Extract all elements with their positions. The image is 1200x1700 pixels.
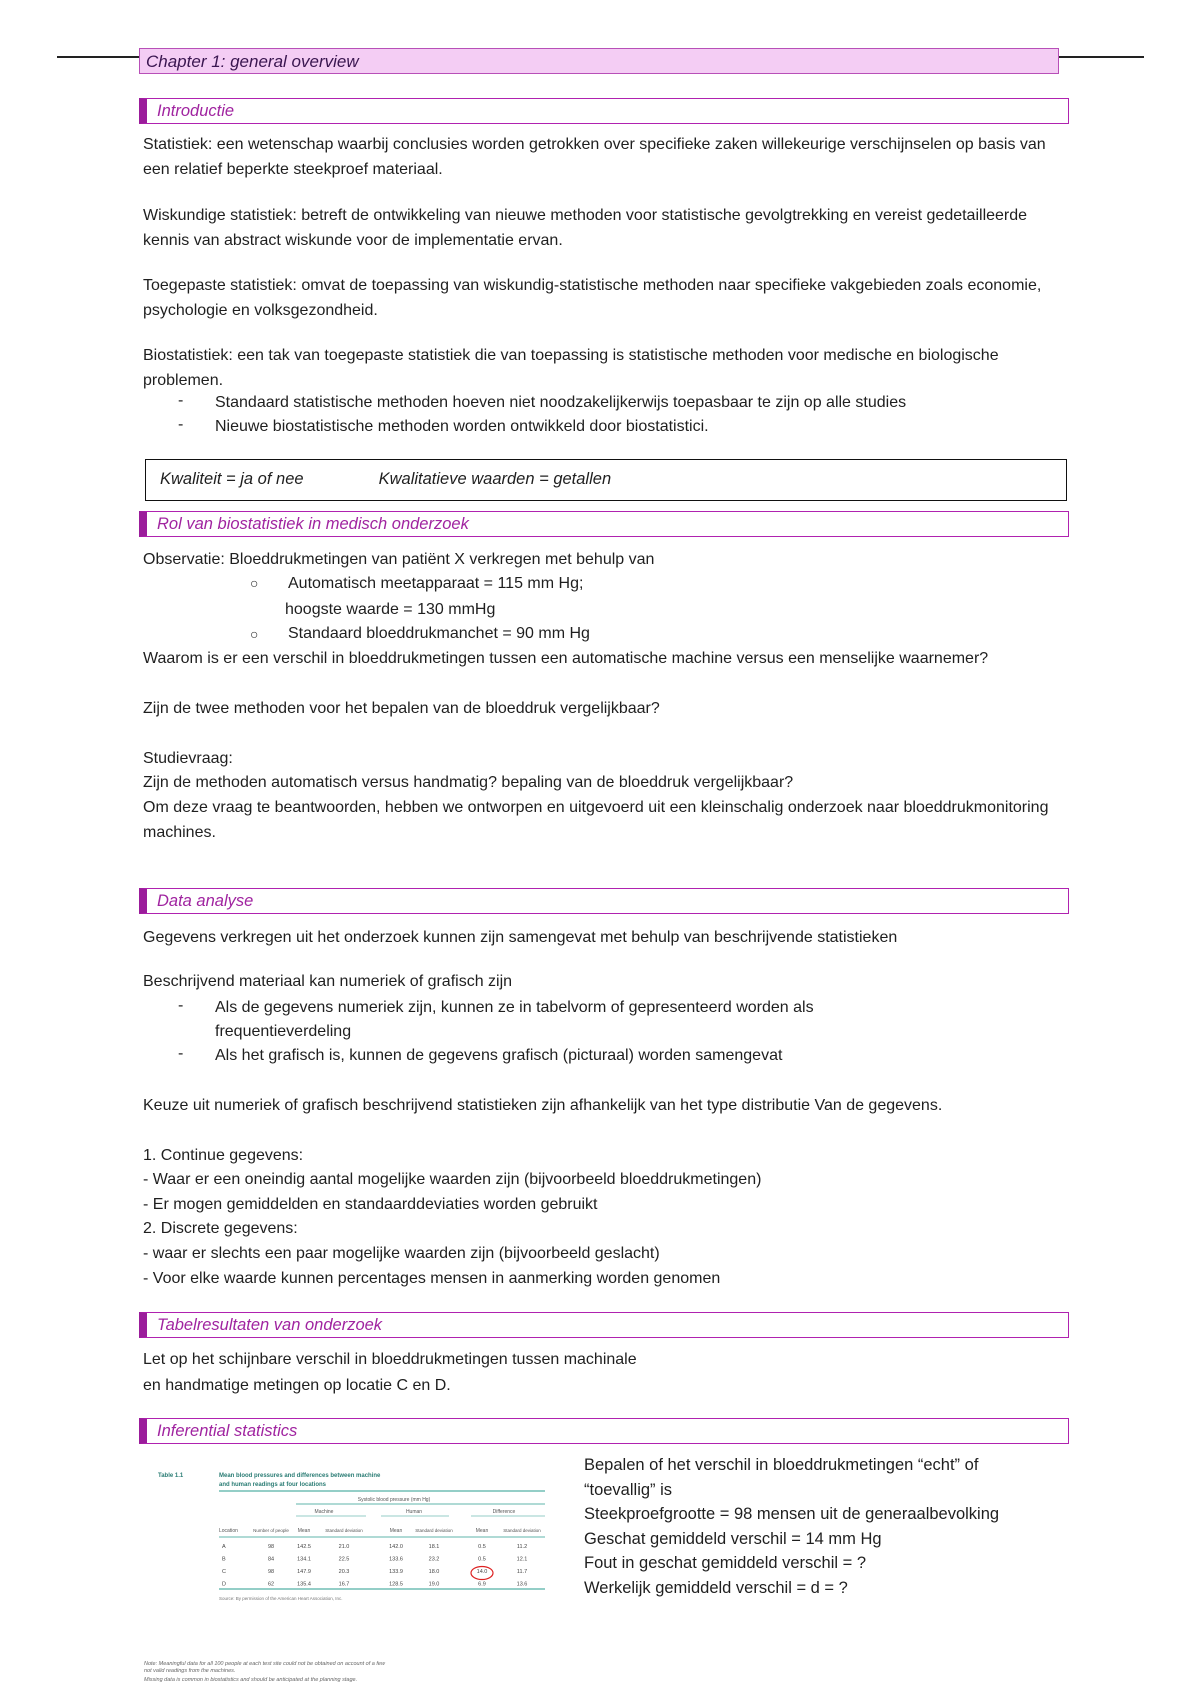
bullet-dash: - xyxy=(178,997,184,1014)
table-source: Source: By permission of the American Heart Association, Inc. xyxy=(219,1596,343,1601)
table-cell-ds: 11.2 xyxy=(516,1544,528,1550)
table-header-mean: Mean xyxy=(297,1528,311,1534)
table-group-difference: Difference xyxy=(492,1509,516,1515)
table-cell-ds: 13.6 xyxy=(516,1581,528,1588)
inferential-werkelijk: Werkelijk gemiddeld verschil = d = ? xyxy=(584,1579,848,1597)
table-cell-hs: 23.2 xyxy=(428,1556,440,1563)
intro-paragraph-statistiek: Statistiek: een wetenschap waarbij conclusies worden getrokken over specifieke zaken willekeurige verschijnselen op basis van een relatief beperkte steekproef materiaal. xyxy=(143,136,1046,178)
table-title-2: and human readings at four locations xyxy=(219,1482,327,1488)
inferential-steekproefgrootte: Steekproefgrootte = 98 mensen uit de generaalbevolking xyxy=(584,1505,1000,1523)
studievraag-2: Om deze vraag te beantwoorden, hebben we ontworpen en uitgevoerd uit een kleinschalig onderzoek naar bloeddrukmonitoring machines. xyxy=(143,799,1049,841)
table-cell-mm: 134.1 xyxy=(297,1556,311,1563)
kwaliteit-text: Kwaliteit = ja of nee xyxy=(160,470,304,488)
intro-bullet-2: Nieuwe biostatistische methoden worden ontwikkeld door biostatistici. xyxy=(215,418,709,435)
table-cell-ms: 21.0 xyxy=(338,1544,350,1550)
data-bullet-1: Als de gegevens numeriek zijn, kunnen ze in tabelvorm of gepresenteerd worden als frequentieverdeling xyxy=(215,999,814,1040)
inferential-fout: Fout in geschat gemiddeld verschil = ? xyxy=(584,1554,867,1572)
table-cell-loc: D xyxy=(222,1581,226,1588)
studievraag-label: Studievraag: xyxy=(143,750,233,767)
table-header-sd: Standard deviation xyxy=(503,1528,541,1533)
table-cell-hm: 133.9 xyxy=(389,1569,403,1575)
section-introductie: Introductie xyxy=(139,98,1069,124)
tabel-line-2: en handmatige metingen op locatie C en D. xyxy=(143,1377,451,1394)
table-cell-hs: 19.0 xyxy=(428,1581,440,1588)
table-cell-hm: 142.0 xyxy=(389,1544,403,1550)
kwalitatieve-text: Kwalitatieve waarden = getallen xyxy=(378,470,612,488)
inferential-geschat-verschil: Geschat gemiddeld verschil = 14 mm Hg xyxy=(584,1530,882,1548)
observatie-hoogste-waarde: hoogste waarde = 130 mmHg xyxy=(285,601,496,618)
bullet-dash: - xyxy=(178,1045,184,1062)
table-cell-dm: 0.5 xyxy=(478,1556,486,1563)
table-cell-hm: 128.5 xyxy=(389,1581,403,1588)
section-rol-biostatistiek: Rol van biostatistiek in medisch onderzoek xyxy=(139,511,1069,537)
table-cell-mm: 142.5 xyxy=(297,1544,311,1550)
section-data-analyse: Data analyse xyxy=(139,888,1069,914)
data-paragraph-3: Keuze uit numeriek of grafisch beschrijvend statistieken zijn afhankelijk van het type distributie Van de gegevens. xyxy=(143,1097,943,1114)
table-title-1: Mean blood pressures and differences between machine xyxy=(219,1473,381,1479)
bullet-dash: - xyxy=(178,416,184,433)
table-cell-loc: A xyxy=(222,1544,226,1550)
data-list-2: - Waar er een oneindig aantal mogelijke waarden zijn (bijvoorbeeld bloeddrukmetingen) xyxy=(143,1171,762,1188)
header-rule-right xyxy=(1059,56,1144,58)
table-group-human: Human xyxy=(405,1509,423,1515)
data-list-3: - Er mogen gemiddelden en standaarddeviaties worden gebruikt xyxy=(143,1196,598,1213)
table-cell-mm: 147.9 xyxy=(297,1569,311,1575)
section-inferential-statistics: Inferential statistics xyxy=(139,1418,1069,1444)
bullet-dash: - xyxy=(178,392,184,409)
circle-bullet: ○ xyxy=(250,626,259,642)
intro-bullet-1: Standaard statistische methoden hoeven niet noodzakelijkerwijs toepasbaar te zijn op alle studies xyxy=(215,394,907,411)
studievraag-1: Zijn de methoden automatisch versus handmatig? bepaling van de bloeddruk vergelijkbaar? xyxy=(143,774,794,791)
data-list-4: 2. Discrete gegevens: xyxy=(143,1220,298,1237)
kwaliteit-box xyxy=(145,459,1067,501)
table-cell-ds: 11.7 xyxy=(516,1569,528,1575)
table-1-1-figure xyxy=(144,1462,556,1687)
table-cell-n: 98 xyxy=(267,1544,275,1550)
table-cell-ds: 12.1 xyxy=(516,1556,528,1563)
section-tabelresultaten: Tabelresultaten van onderzoek xyxy=(139,1312,1069,1338)
vraag-verschil: Waarom is er een verschil in bloeddrukmetingen tussen een automatische machine versus een menselijke waarnemer? xyxy=(143,650,989,667)
data-bullet-2: Als het grafisch is, kunnen de gegevens grafisch (picturaal) worden samengevat xyxy=(215,1047,783,1064)
vraag-vergelijkbaar: Zijn de twee methoden voor het bepalen van de bloeddruk vergelijkbaar? xyxy=(143,700,660,717)
table-cell-n: 62 xyxy=(267,1581,275,1588)
data-list-1: 1. Continue gegevens: xyxy=(143,1147,304,1164)
table-cell-hs: 18.1 xyxy=(428,1544,440,1550)
observatie-standaard: Standaard bloeddrukmanchet = 90 mm Hg xyxy=(288,625,590,642)
table-cell-ms: 16.7 xyxy=(338,1581,350,1588)
table-body xyxy=(222,1544,527,1588)
data-list-6: - Voor elke waarde kunnen percentages mensen in aanmerking worden genomen xyxy=(143,1270,721,1287)
table-cell-loc: C xyxy=(222,1569,226,1575)
table-header-mean: Mean xyxy=(475,1528,489,1534)
table-cell-loc: B xyxy=(222,1556,226,1563)
table-note-1: Note: Meaningful data for all 100 people at each test site could not be obtained on account of a few xyxy=(144,1661,385,1667)
table-header-location: Location xyxy=(219,1528,238,1534)
table-header-sd: Standard deviation xyxy=(325,1528,363,1533)
table-note-2: not valid readings from the machines. xyxy=(144,1668,236,1674)
intro-paragraph-wiskundige: Wiskundige statistiek: betreft de ontwikkeling van nieuwe methoden voor statistische gevolgtrekking en vereist gedetailleerde kennis van abstract wiskunde voor de implementatie ervan. xyxy=(143,207,1028,249)
table-note-3: Missing data is common in biostatistics and should be anticipated at the planning stage. xyxy=(144,1677,358,1683)
table-cell-ms: 20.3 xyxy=(338,1569,350,1575)
table-label: Table 1.1 xyxy=(158,1473,184,1479)
table-cell-dm: 0.5 xyxy=(478,1544,486,1550)
observatie-line: Observatie: Bloeddrukmetingen van patiënt X verkregen met behulp van xyxy=(143,551,655,568)
table-cell-n: 98 xyxy=(267,1569,275,1575)
table-group-machine: Machine xyxy=(314,1509,334,1515)
data-paragraph-2: Beschrijvend materiaal kan numeriek of grafisch zijn xyxy=(143,973,513,990)
table-header-number: Number of people xyxy=(253,1528,289,1533)
chapter-title: Chapter 1: general overview xyxy=(139,48,1059,74)
inferential-paragraph-1: Bepalen of het verschil in bloeddrukmetingen “echt” of “toevallig” is xyxy=(584,1456,979,1499)
observatie-automatisch: Automatisch meetapparaat = 115 mm Hg; xyxy=(288,575,584,592)
table-cell-hs: 18.0 xyxy=(428,1569,440,1575)
data-paragraph-1: Gegevens verkregen uit het onderzoek kunnen zijn samengevat met behulp van beschrijvende statistieken xyxy=(143,929,898,946)
table-cell-ms: 22.5 xyxy=(338,1556,350,1563)
intro-paragraph-biostatistiek: Biostatistiek: een tak van toegepaste statistiek die van toepassing is statistische methoden voor medische en biologische problemen. xyxy=(143,347,999,389)
table-cell-n: 84 xyxy=(267,1556,275,1563)
table-cell-hm: 133.6 xyxy=(389,1556,403,1563)
table-span-header: Systolic blood pressure (mm Hg) xyxy=(357,1497,431,1503)
data-list-5: - waar er slechts een paar mogelijke waarden zijn (bijvoorbeeld geslacht) xyxy=(143,1245,660,1262)
intro-paragraph-toegepaste: Toegepaste statistiek: omvat de toepassing van wiskundig-statistische methoden naar specifieke vakgebieden zoals economie, psychologie en volksgezondheid. xyxy=(143,277,1042,319)
table-header-mean: Mean xyxy=(389,1528,403,1534)
circle-bullet: ○ xyxy=(250,575,259,591)
header-rule-left xyxy=(57,56,139,58)
table-cell-mm: 135.4 xyxy=(297,1581,311,1588)
tabel-line-1: Let op het schijnbare verschil in bloeddrukmetingen tussen machinale xyxy=(143,1351,637,1368)
table-cell-dm: 14.0 xyxy=(476,1569,488,1575)
table-cell-dm: 6.9 xyxy=(478,1581,486,1588)
table-header-sd: Standard deviation xyxy=(415,1528,453,1533)
